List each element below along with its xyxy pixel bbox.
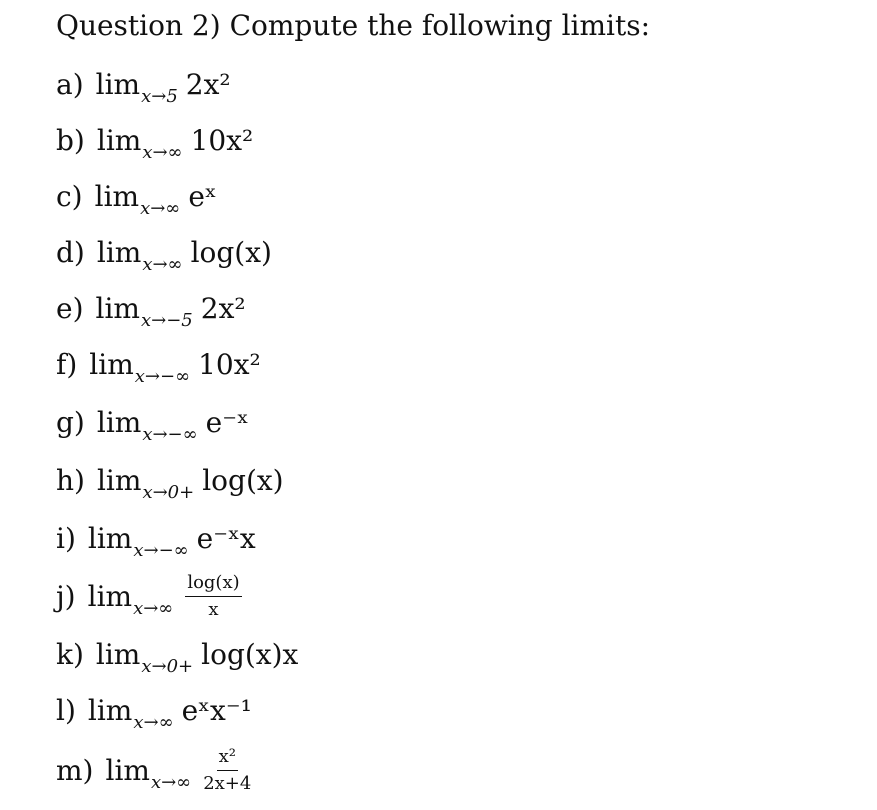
fraction-denominator: x — [208, 598, 219, 620]
lim-subscript: x→0+ — [141, 655, 194, 677]
limit-expression: log(x) — [190, 235, 272, 269]
lim-word: lim — [87, 579, 133, 613]
limit-expression: eˣ — [188, 179, 217, 213]
lim-operator — [105, 753, 199, 793]
lim-subscript: x→−∞ — [134, 365, 191, 387]
lim-word: lim — [95, 67, 141, 101]
limit-item-e — [56, 284, 246, 332]
limit-expression: 10x² — [198, 347, 261, 381]
fraction — [185, 572, 241, 621]
lim-word: lim — [96, 235, 142, 269]
lim-subscript: x→5 — [141, 85, 178, 107]
lim-operator — [87, 579, 182, 619]
limit-expression: eˣx⁻¹ — [181, 693, 252, 727]
lim-word: lim — [87, 693, 133, 727]
lim-operator — [95, 67, 186, 107]
item-label: b) — [56, 123, 85, 157]
limit-expression: e⁻ˣx — [196, 521, 256, 555]
lim-operator — [95, 637, 201, 677]
lim-operator — [87, 521, 197, 561]
lim-word: lim — [96, 463, 142, 497]
item-label: k) — [56, 637, 84, 671]
lim-subscript: x→∞ — [133, 711, 174, 733]
item-label: c) — [56, 179, 83, 213]
item-label: j) — [56, 579, 76, 613]
question-title: Question 2) Compute the following limits: — [56, 9, 651, 42]
limit-item-i — [56, 514, 256, 562]
lim-subscript: x→−∞ — [133, 539, 189, 561]
lim-word: lim — [94, 179, 140, 213]
item-label: h) — [56, 463, 85, 497]
item-label: d) — [56, 235, 85, 269]
limit-item-j — [56, 572, 242, 620]
lim-operator — [96, 405, 206, 445]
item-label: g) — [56, 405, 85, 439]
lim-subscript: x→−5 — [140, 309, 193, 331]
lim-operator — [96, 123, 191, 163]
lim-operator — [87, 693, 182, 733]
fraction — [203, 746, 251, 795]
lim-operator — [94, 179, 189, 219]
item-label: l) — [56, 693, 76, 727]
fraction-numerator: log(x) — [185, 572, 241, 597]
lim-subscript: x→0+ — [142, 481, 195, 503]
limit-item-g — [56, 398, 249, 446]
lim-word: lim — [96, 405, 142, 439]
limit-item-d — [56, 228, 272, 276]
limit-item-m — [56, 746, 251, 794]
lim-subscript: x→∞ — [142, 253, 183, 275]
lim-operator — [96, 463, 202, 503]
lim-subscript: x→−∞ — [142, 423, 198, 445]
fraction-denominator: 2x+4 — [203, 772, 252, 794]
limit-expression: 2x² — [185, 67, 231, 101]
limit-expression: log(x)x — [201, 637, 299, 671]
limit-item-b — [56, 116, 253, 164]
lim-subscript: x→∞ — [142, 141, 183, 163]
lim-word: lim — [95, 291, 140, 325]
limit-expression: e⁻ˣ — [205, 405, 249, 439]
lim-word: lim — [89, 347, 134, 381]
lim-subscript: x→∞ — [133, 597, 174, 619]
lim-word: lim — [96, 123, 142, 157]
limit-item-h — [56, 456, 284, 504]
limit-item-l — [56, 686, 252, 734]
limit-item-k — [56, 630, 298, 678]
lim-operator — [89, 347, 198, 387]
limit-item-c — [56, 172, 217, 220]
limit-item-f — [56, 340, 261, 388]
limit-item-a — [56, 60, 231, 108]
fraction-numerator: x² — [217, 746, 238, 771]
item-label: i) — [56, 521, 76, 555]
lim-operator — [95, 291, 201, 331]
item-label: m) — [56, 753, 94, 787]
limit-expression: 10x² — [190, 123, 254, 157]
lim-subscript: x→∞ — [150, 771, 192, 793]
limit-expression: 2x² — [200, 291, 246, 325]
lim-word: lim — [105, 753, 150, 787]
lim-operator — [96, 235, 191, 275]
lim-word: lim — [87, 521, 133, 555]
lim-subscript: x→∞ — [140, 197, 181, 219]
item-label: a) — [56, 67, 84, 101]
item-label: f) — [56, 347, 78, 381]
item-label: e) — [56, 291, 84, 325]
limit-expression: log(x) — [202, 463, 284, 497]
lim-word: lim — [95, 637, 141, 671]
